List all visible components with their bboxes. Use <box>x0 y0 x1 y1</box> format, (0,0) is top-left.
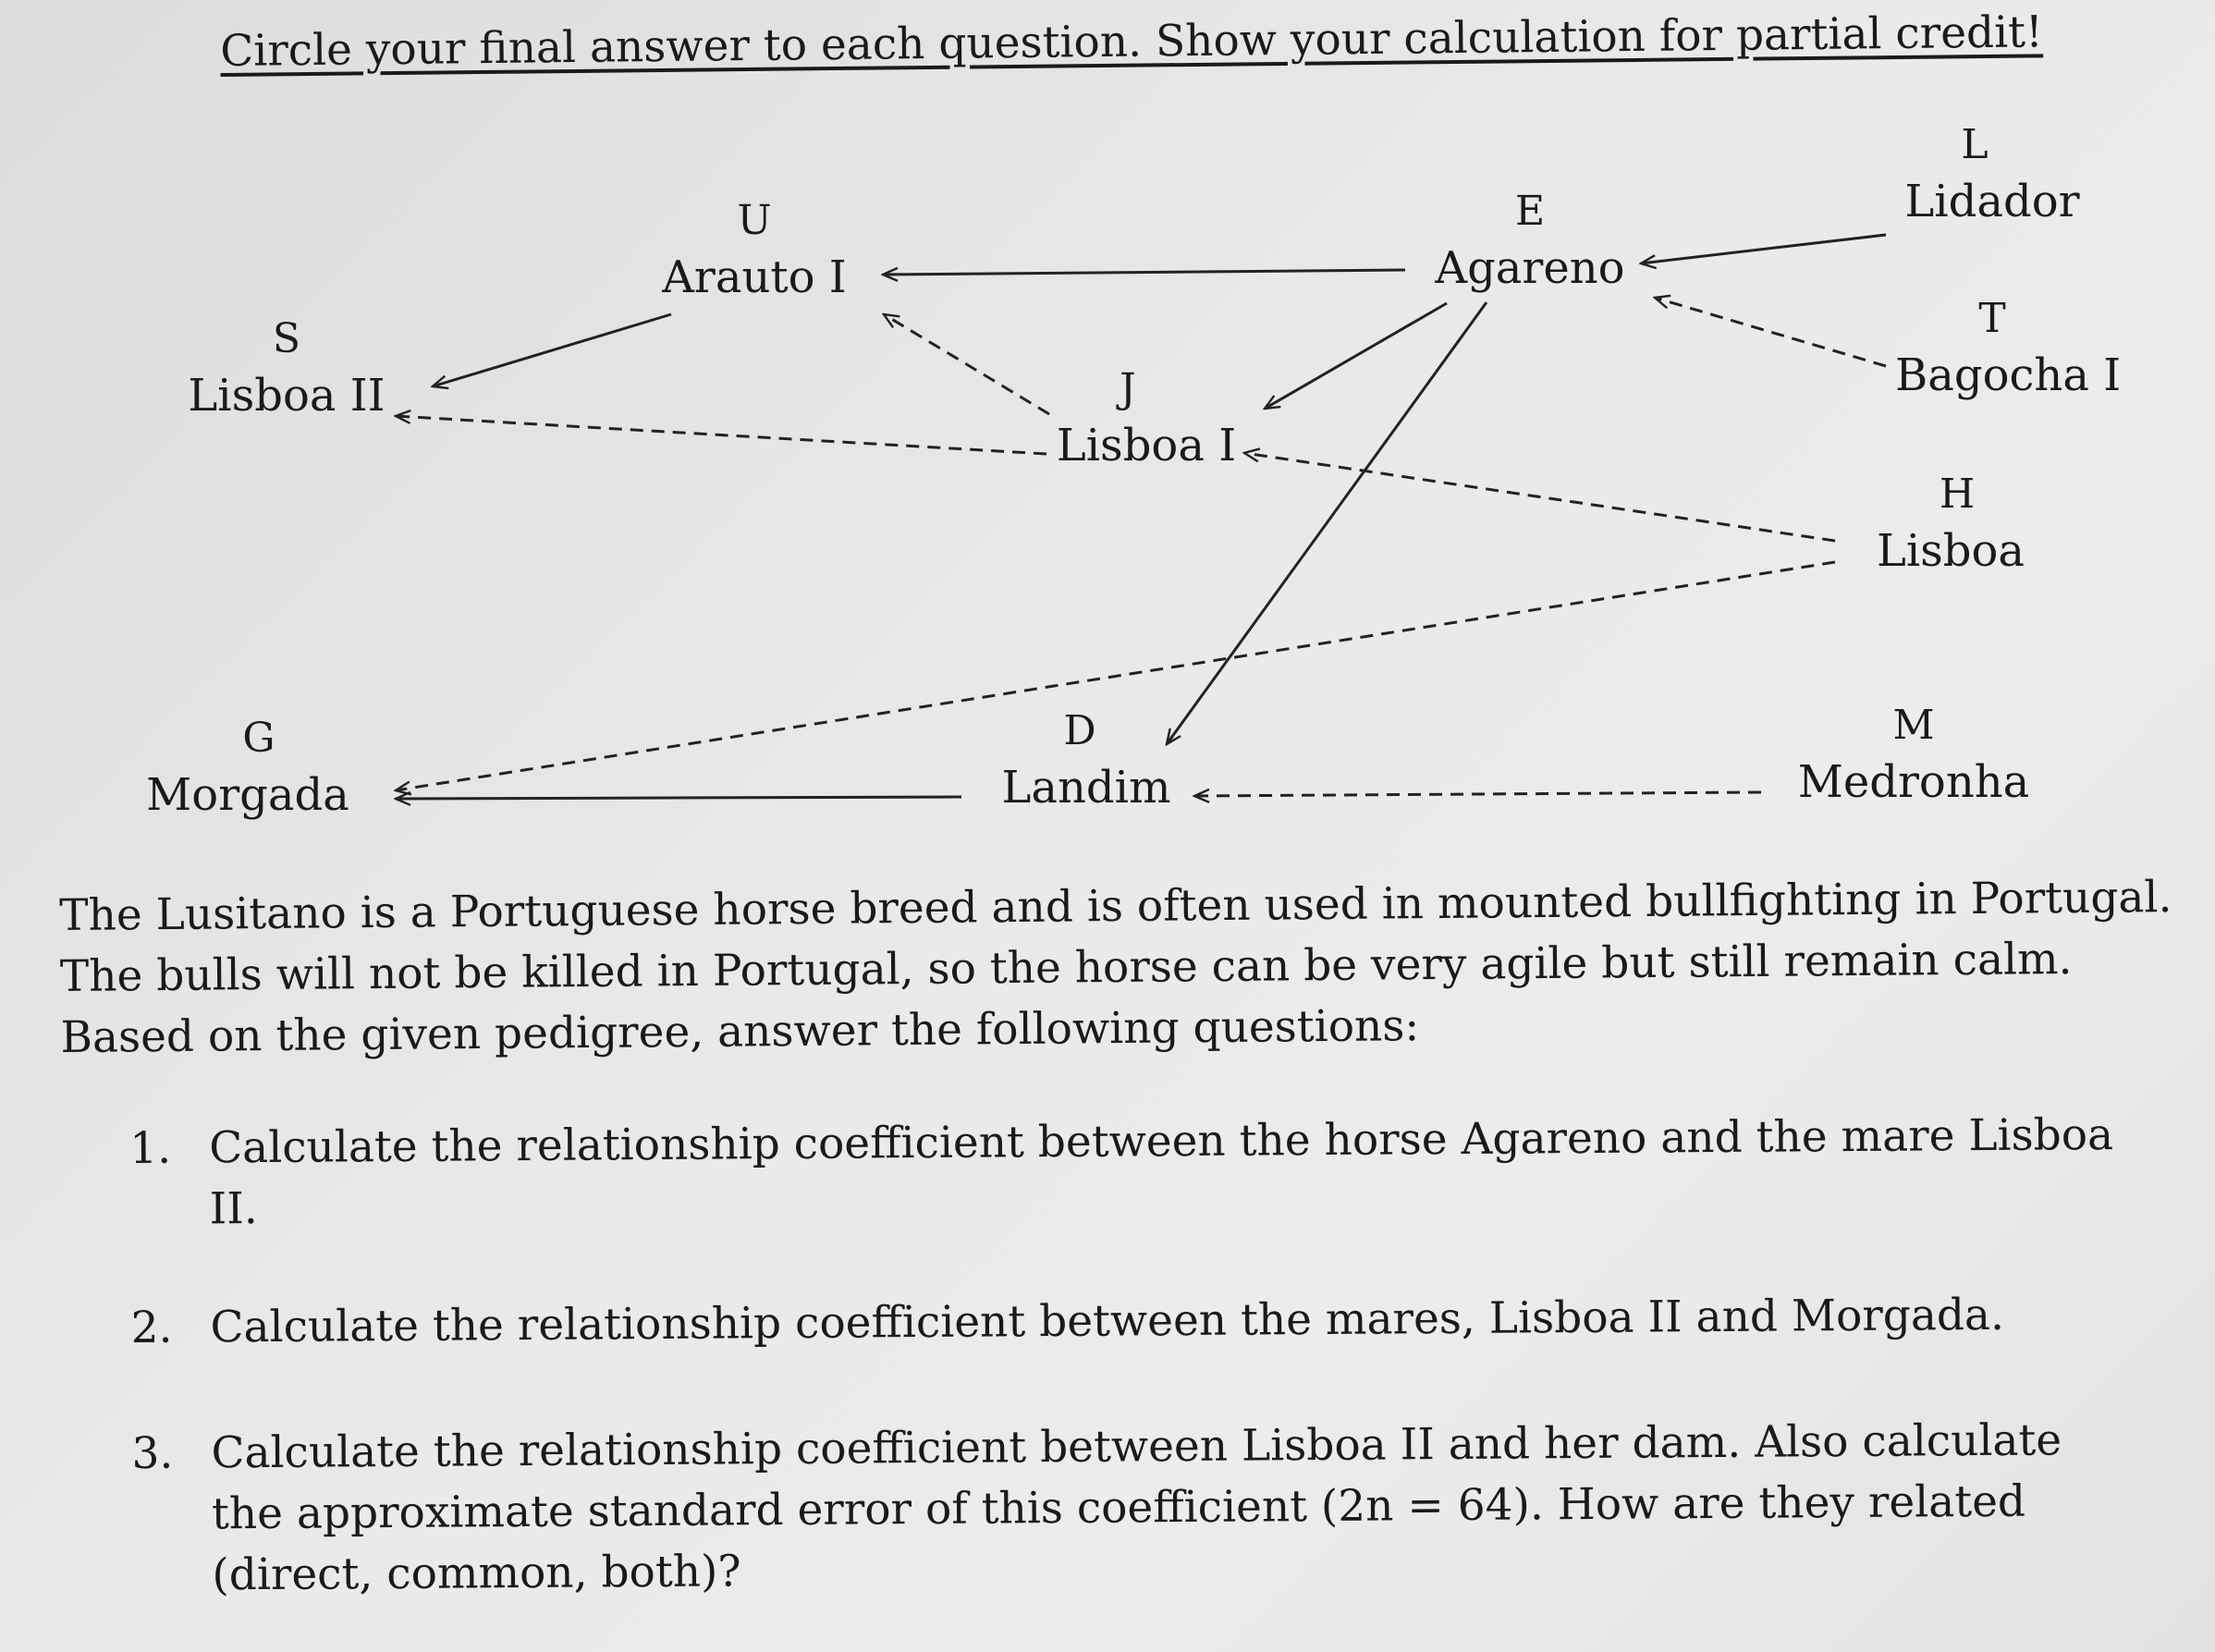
question-text: Calculate the relationship coefficient between Lisboa II and her dam. Also calculate the approximate standard error of this coefficient (2n = 64). How are they related (direct, common, both)? <box>211 1414 2062 1601</box>
edge-lidador-to-agareno <box>1641 235 1886 263</box>
node-name: Lisboa II <box>188 370 385 422</box>
intro-paragraph <box>59 867 2172 1069</box>
edge-bagocha-to-agareno <box>1655 298 1886 366</box>
node-letter: G <box>242 715 275 762</box>
node-name: Agareno <box>1435 242 1625 294</box>
node-j-lisboa-i <box>1054 362 1239 475</box>
node-t-bagocha-i <box>1895 292 2122 405</box>
node-letter: L <box>1961 121 1989 168</box>
question-list <box>129 1105 2130 1607</box>
node-name: Bagocha I <box>1895 349 2122 401</box>
node-letter: E <box>1514 188 1546 235</box>
node-letter: H <box>1939 471 1976 518</box>
node-letter: T <box>1978 295 2006 342</box>
node-name: Morgada <box>146 769 349 821</box>
node-e-agareno <box>1428 185 1632 298</box>
edge-agareno-to-arauto <box>883 270 1405 275</box>
node-l-lidador <box>1891 118 2094 231</box>
node-name: Lisboa I <box>1056 420 1237 471</box>
question-item <box>131 1410 2129 1607</box>
intro-line: Based on the given pedigree, answer the following questions: <box>60 1000 1420 1063</box>
edge-arauto-to-lisboa-ii <box>433 314 671 386</box>
node-d-landim <box>985 704 1188 817</box>
node-name: Lidador <box>1904 176 2080 227</box>
node-name: Medronha <box>1797 756 2030 808</box>
node-letter: J <box>1120 365 1136 412</box>
question-number: 2. <box>130 1302 173 1353</box>
node-u-arauto <box>653 194 856 307</box>
node-letter: D <box>1063 707 1096 754</box>
edge-medronha-to-landim <box>1194 792 1761 796</box>
question-item <box>129 1105 2127 1241</box>
edge-lisboa-i-to-lisboa-ii <box>396 416 1046 454</box>
node-name: Arauto I <box>662 251 847 303</box>
node-letter: M <box>1892 702 1935 749</box>
node-name: Landim <box>1001 762 1171 814</box>
node-g-morgada <box>146 712 349 825</box>
node-name: Lisboa <box>1876 525 2025 577</box>
intro-line: The Lusitano is a Portuguese horse breed and is often used in mounted bullfighting in Portugal. <box>59 872 2172 941</box>
question-item <box>130 1284 2127 1359</box>
question-text: Calculate the relationship coefficient between the horse Agareno and the mare Lisboa II. <box>209 1109 2114 1235</box>
question-text: Calculate the relationship coefficient between the mares, Lisboa II and Morgada. <box>210 1289 2005 1353</box>
node-m-medronha <box>1789 699 2038 812</box>
instruction-heading: Circle your final answer to each question. Show your calculation for partial credit! <box>220 6 2044 77</box>
node-letter: U <box>737 197 772 244</box>
edge-landim-to-morgada <box>396 797 961 799</box>
node-h-lisboa <box>1854 468 2048 581</box>
intro-line: The bulls will not be killed in Portugal, so the horse can be very agile but still remain calm. <box>59 934 2073 1002</box>
node-s-lisboa-ii <box>185 312 388 425</box>
node-letter: S <box>272 315 301 362</box>
question-number: 3. <box>131 1427 174 1479</box>
question-number: 1. <box>129 1122 172 1174</box>
edge-lisboa-to-lisboa-i <box>1244 453 1835 541</box>
